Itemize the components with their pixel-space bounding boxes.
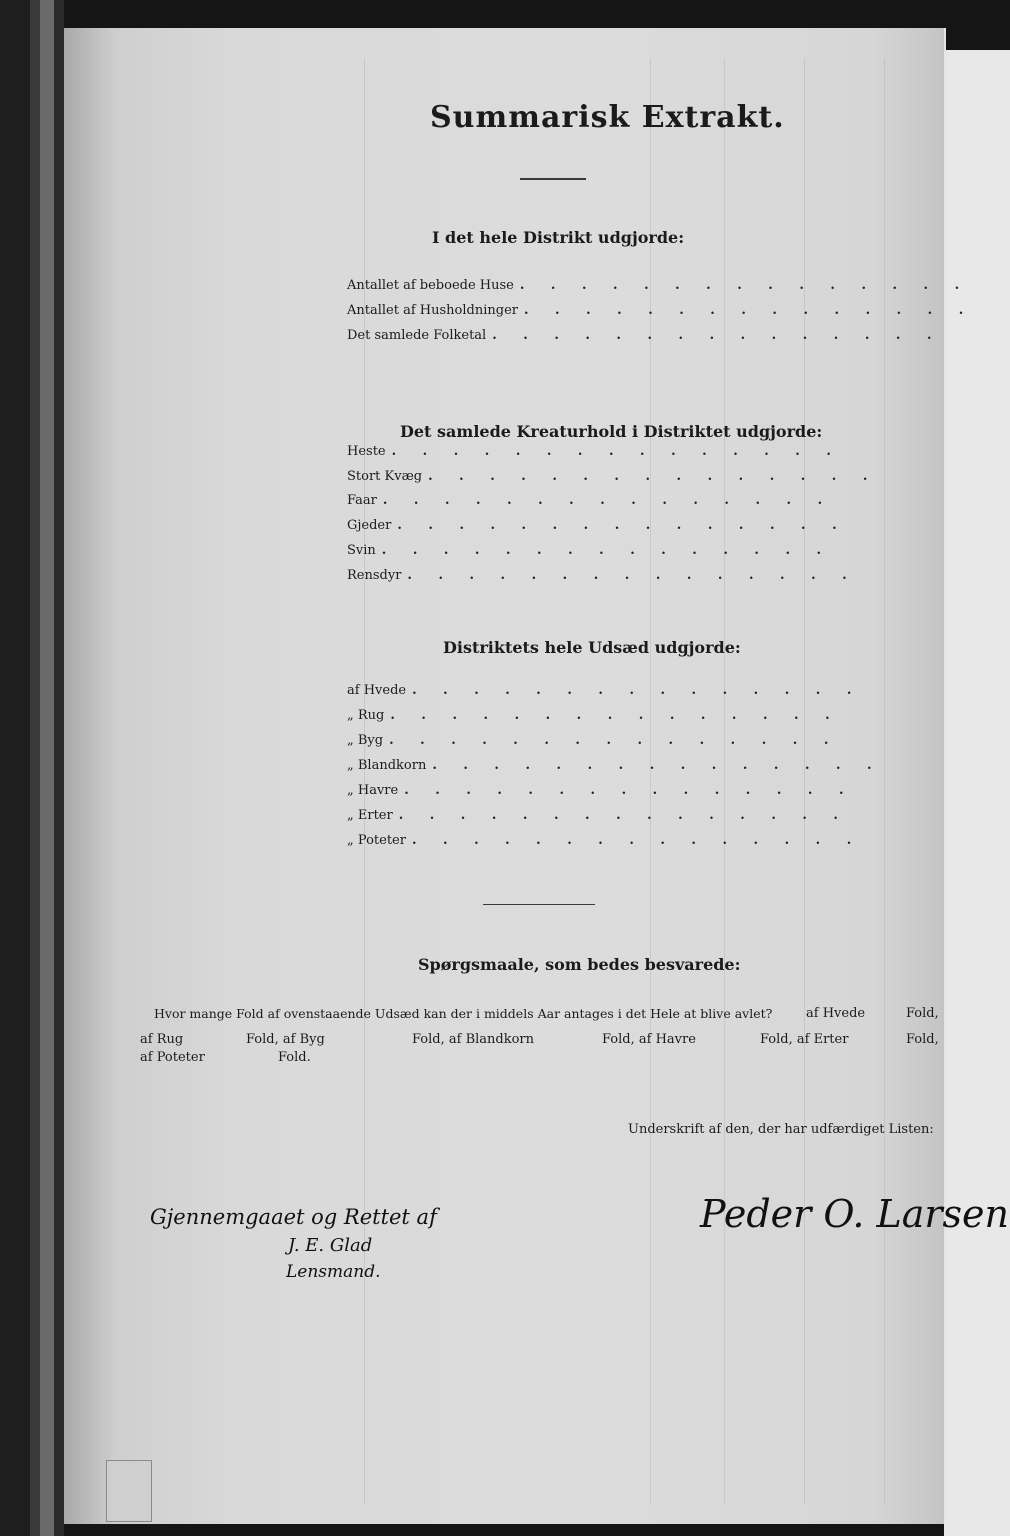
question-crop: af Poteter xyxy=(140,1050,205,1065)
book-edge xyxy=(40,0,54,1536)
divider xyxy=(483,904,595,905)
question-fold: Fold. xyxy=(278,1050,311,1065)
row-label: Det samlede Folketal xyxy=(347,328,487,343)
row-label: „ Poteter xyxy=(347,833,406,848)
form-row xyxy=(347,683,863,705)
ruled-column xyxy=(364,58,365,1504)
question-crop: Fold, af Blandkorn xyxy=(412,1032,535,1047)
question-crop: Fold, af Havre xyxy=(602,1032,696,1047)
dot-leader: . . . . . . . . . . . . . . . xyxy=(428,469,879,484)
reviewer-name: J. E. Glad xyxy=(288,1235,373,1256)
form-row xyxy=(347,833,863,855)
row-label: Gjeder xyxy=(347,518,392,533)
book-edge xyxy=(54,0,64,1536)
row-label: „ Havre xyxy=(347,783,399,798)
row-label: Stort Kvæg xyxy=(347,469,423,484)
form-row xyxy=(347,808,849,830)
dot-leader: . . . . . . . . . . . . . . . xyxy=(398,808,849,823)
form-row xyxy=(347,733,840,755)
section-heading-livestock: Det samlede Kreaturhold i Distriktet udgjorde: xyxy=(400,422,823,441)
form-row xyxy=(347,543,833,565)
signature-label: Underskrift af den, der har udfærdiget Listen: xyxy=(628,1122,934,1137)
form-row xyxy=(347,328,943,350)
row-label: af Hvede xyxy=(347,683,407,698)
row-label: Heste xyxy=(347,444,386,459)
row-label: „ Blandkorn xyxy=(347,758,427,773)
form-row xyxy=(347,493,834,515)
question-crop: Fold, af Erter xyxy=(760,1032,849,1047)
dot-leader: . . . . . . . . . . . . . . . xyxy=(412,683,863,698)
dot-leader: . . . . . . . . . . . . . . . xyxy=(524,303,975,318)
binding-tab xyxy=(106,1460,152,1522)
dot-leader: . . . . . . . . . . . . . . . xyxy=(519,278,971,293)
reviewer-title: Lensmand. xyxy=(286,1262,381,1282)
dot-leader: . . . . . . . . . . . . . . . xyxy=(382,493,834,508)
row-label: Antallet af beboede Huse xyxy=(347,278,514,293)
form-row xyxy=(347,278,971,300)
row-label: Antallet af Husholdninger xyxy=(347,303,518,318)
form-row xyxy=(347,568,858,590)
page-title: Summarisk Extrakt. xyxy=(430,100,785,135)
ruled-column xyxy=(884,58,885,1504)
row-label: Rensdyr xyxy=(347,568,402,583)
row-label: „ Byg xyxy=(347,733,384,748)
row-label: Svin xyxy=(347,543,376,558)
dot-leader: . . . . . . . . . . . . . . . xyxy=(432,758,883,773)
row-label: „ Rug xyxy=(347,708,385,723)
section-heading-district: I det hele Distrikt udgjorde: xyxy=(432,228,685,247)
dot-leader: . . . . . . . . . . . . . . . xyxy=(404,783,855,798)
dot-leader: . . . . . . . . . . . . . . . xyxy=(492,328,943,343)
form-row xyxy=(347,469,879,491)
form-row xyxy=(347,758,883,780)
dot-leader: . . . . . . . . . . . . . . . xyxy=(389,733,840,748)
next-sheet-edge xyxy=(944,50,1010,1536)
row-label: Faar xyxy=(347,493,377,508)
question-line: Hvor mange Fold af ovenstaaende Udsæd kan der i middels Aar antages i det Hele at blive avlet? xyxy=(154,1006,773,1021)
form-row xyxy=(347,708,841,730)
form-row xyxy=(347,444,842,466)
form-row xyxy=(347,518,848,540)
dot-leader: . . . . . . . . . . . . . . . xyxy=(391,444,842,459)
dot-leader: . . . . . . . . . . . . . . . xyxy=(397,518,848,533)
section-heading-sowing: Distriktets hele Udsæd udgjorde: xyxy=(443,638,741,657)
form-row xyxy=(347,783,855,805)
dot-leader: . . . . . . . . . . . . . . . xyxy=(390,708,841,723)
question-crop: af Hvede xyxy=(806,1006,866,1021)
question-crop: af Rug xyxy=(140,1032,184,1047)
review-note: Gjennemgaaet og Rettet af xyxy=(150,1205,437,1229)
ruled-column xyxy=(724,58,725,1504)
book-edge xyxy=(30,0,40,1536)
form-row xyxy=(347,303,975,325)
question-fold: Fold, xyxy=(906,1032,939,1047)
divider xyxy=(520,178,586,180)
section-heading-questions: Spørgsmaale, som bedes besvarede: xyxy=(418,955,741,974)
dot-leader: . . . . . . . . . . . . . . . xyxy=(381,543,833,558)
question-crop: Fold, af Byg xyxy=(246,1032,325,1047)
signature-name: Peder O. Larsen xyxy=(700,1192,1010,1236)
book-edge xyxy=(0,0,30,1536)
row-label: „ Erter xyxy=(347,808,393,823)
ruled-column xyxy=(650,58,651,1504)
question-fold: Fold, xyxy=(906,1006,939,1021)
ruled-column xyxy=(804,58,805,1504)
dot-leader: . . . . . . . . . . . . . . . xyxy=(407,568,858,583)
dot-leader: . . . . . . . . . . . . . . . xyxy=(411,833,863,848)
